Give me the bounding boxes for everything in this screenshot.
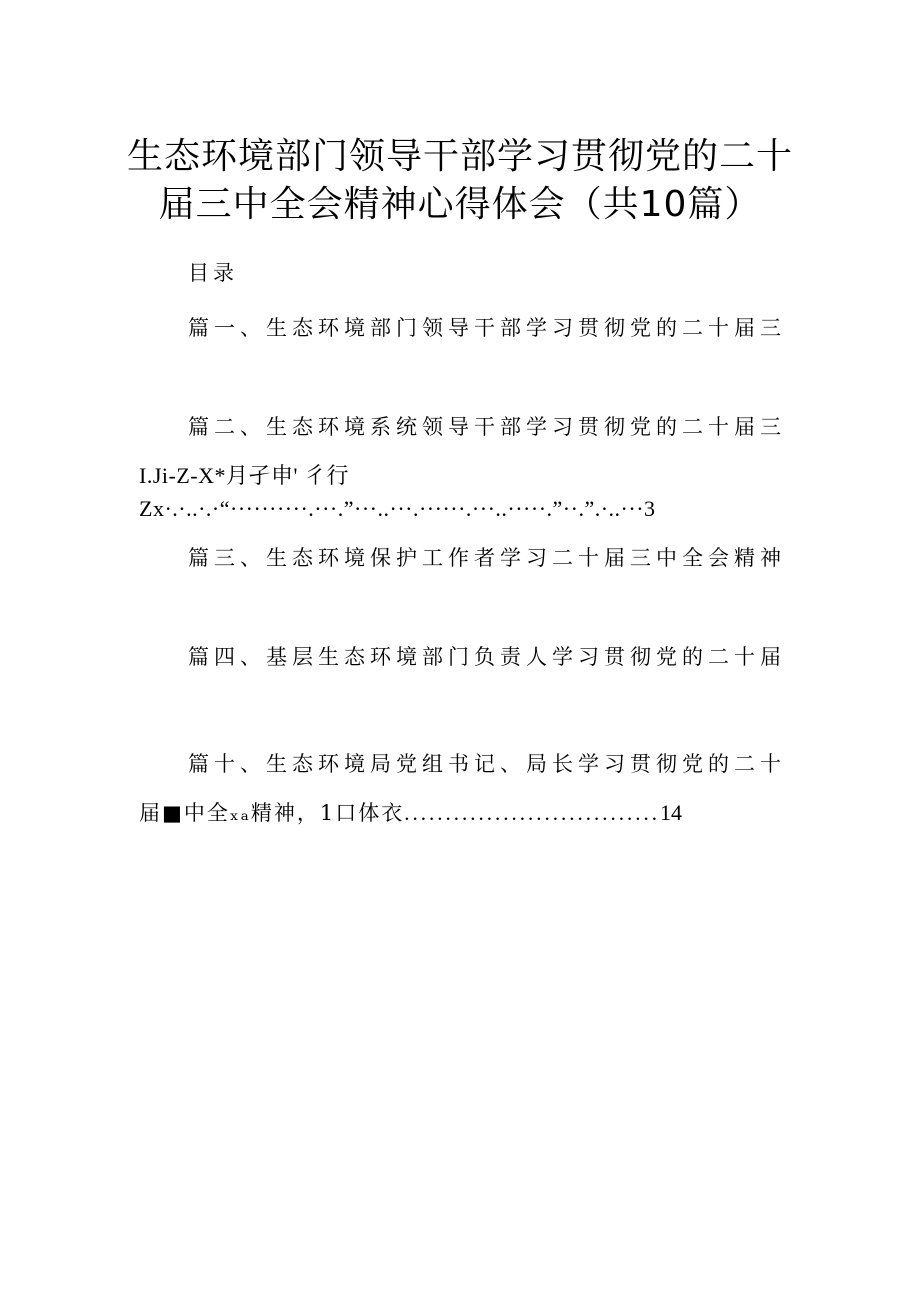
document-title-line-1: 生态环境部门领导干部学习贯彻党的二十 [126, 136, 793, 177]
toc-item-2-leader: Zx·.·..·.·“··········.···.”···..···.······.···..·····.”··.”.·..···3 [139, 496, 656, 521]
toc-heading: 目录 [188, 261, 238, 285]
toc-item-10-continuation-text: 届■中全ₓₐ精神，1口体衣 [139, 801, 405, 825]
toc-item-10: 篇十、生态环境局党组书记、局长学习贯彻党的二十 [188, 752, 786, 776]
toc-item-10-leader: ............................... [404, 801, 660, 825]
toc-item-2: 篇二、生态环境系统领导干部学习贯彻党的二十届三 [188, 415, 786, 439]
document-title-line-2: 届三中全会精神心得体会（共10篇） [158, 184, 762, 225]
toc-item-10-continuation [139, 798, 682, 828]
toc-item-4: 篇四、基层生态环境部门负责人学习贯彻党的二十届 [188, 645, 786, 669]
toc-item-3: 篇三、生态环境保护工作者学习二十届三中全会精神 [188, 546, 786, 570]
toc-item-2-garbled-text: I.Ji-Z-X*月孑申' 彳行 [139, 463, 349, 488]
toc-item-10-page-number: 14 [659, 800, 682, 825]
toc-item-1: 篇一、生态环境部门领导干部学习贯彻党的二十届三 [188, 316, 786, 340]
